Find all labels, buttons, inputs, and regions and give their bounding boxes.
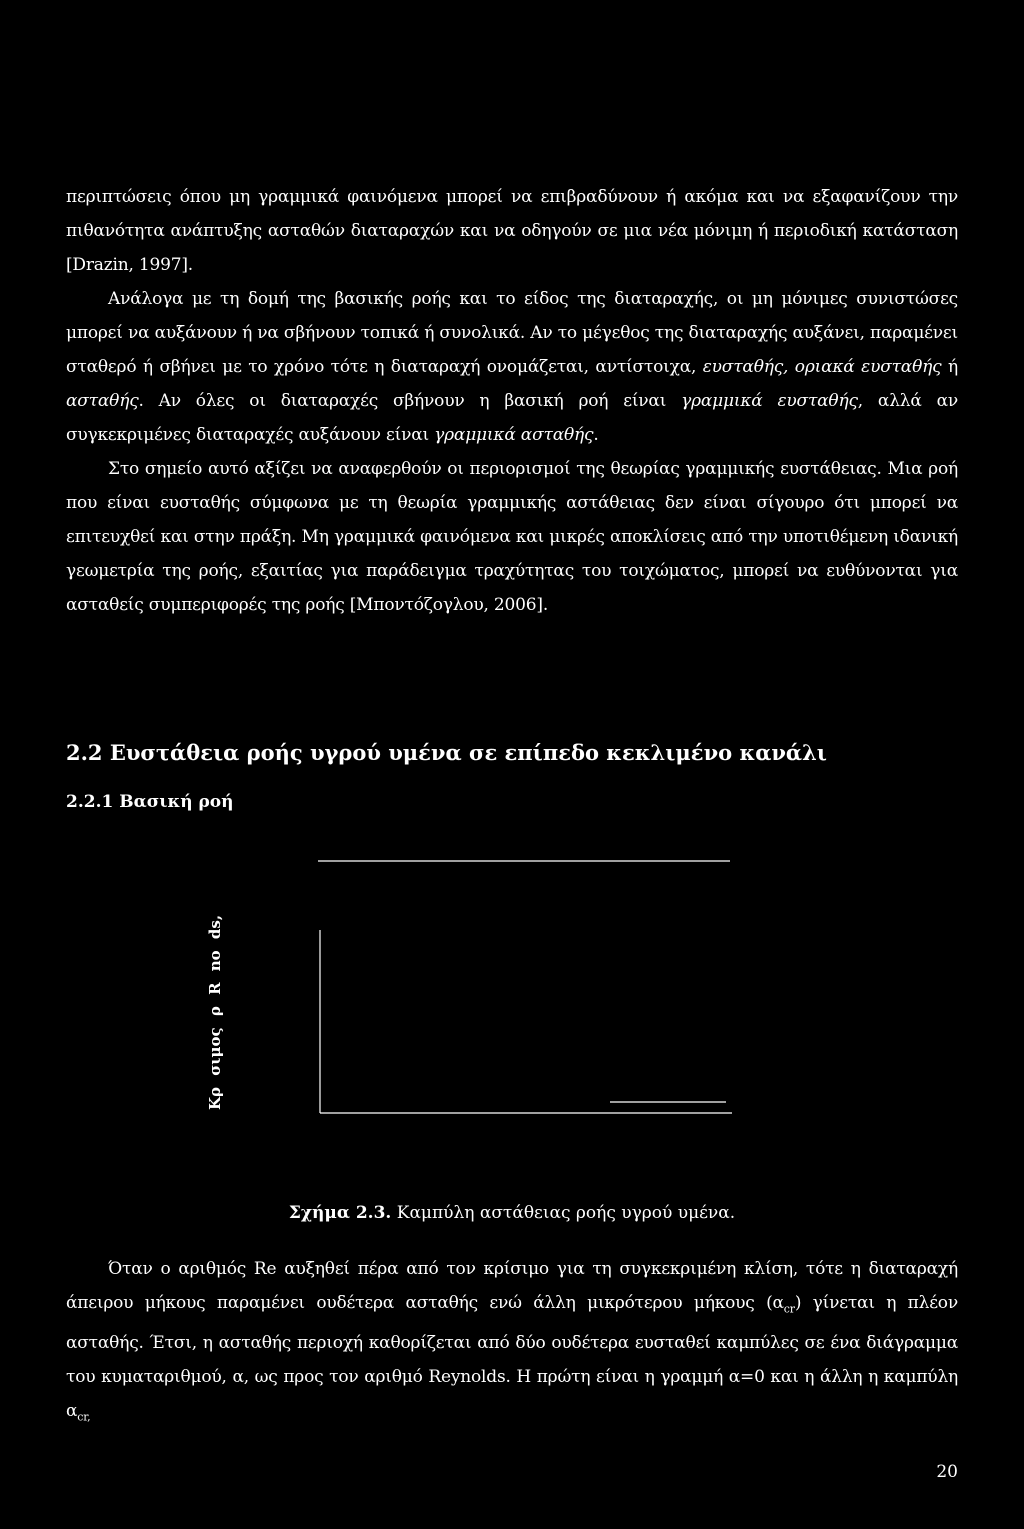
body-text-bottom: [66, 1252, 958, 1435]
paragraph-3: Στο σημείο αυτό αξίζει να αναφερθούν οι περιορισμοί της θεωρίας γραμμικής ευστάθειας. Μια ροή που είναι ευσταθής σύμφωνα με τη θεωρία γραμμικής αστάθειας δεν είναι σίγουρο ότι μπορεί να επιτευχθεί και στην πράξη. Μη γραμμικά φαινόμενα και μικρές αποκλίσεις από την υποτιθέμενη ιδανική γεωμετρία της ροής, εξαιτίας για παράδειγμα τραχύτητας του τοιχώματος, μπορεί να ευθύνονται για ασταθείς συμπεριφορές της ροής [Μποντόζογλου, 2006].: [66, 459, 958, 615]
subscript-cr: cr,: [77, 1410, 91, 1424]
paragraph-4-text: ) γίνεται η πλέον ασταθής. Έτσι, η ασταθής περιοχή καθορίζεται από δύο ουδέτερα ευσταθεί καμπύλες σε ένα διάγραμμα του κυματαριθμού, α, ως προς τον αριθμό Reynolds. Η πρώτη είναι η γραμμή α=0 και η άλλη η καμπύλη α: [66, 1293, 958, 1422]
paragraph-2-text: , αλλά αν συγκεκριμένες διαταραχές αυξάνουν είναι: [66, 391, 958, 445]
body-text-top: [66, 180, 958, 622]
subsection-heading: 2.2.1 Βασική ροή: [66, 792, 234, 812]
caption-label: Σχήμα 2.3.: [288, 1203, 392, 1223]
emphasis-linearly-unstable: γραμμικά ασταθής: [434, 425, 594, 445]
emphasis-unstable: ασταθής: [66, 391, 139, 411]
page-number: 20: [936, 1462, 958, 1482]
figure-instability-curve: [180, 850, 740, 1120]
subscript-cr: cr: [783, 1302, 795, 1316]
paragraph-1: περιπτώσεις όπου μη γραμμικά φαινόμενα μπορεί να επιβραδύνουν ή ακόμα και να εξαφανίζουν την πιθανότητα ανάπτυξης ασταθών διαταραχών και να οδηγούν σε μια νέα μόνιμη ή περιοδική κατάσταση [Drazin, 1997].: [66, 187, 958, 275]
figure-y-label: Κρ σιμος ρ R no ds,: [206, 914, 224, 1110]
emphasis-linearly-stable: γραμμικά ευσταθής: [681, 391, 858, 411]
figure-graphic: [180, 850, 740, 1120]
emphasis-stable: ευσταθής, οριακά ευσταθής: [702, 357, 942, 377]
paragraph-2-text: Ανάλογα με τη δομή της βασικής ροής και το είδος της διαταραχής, οι μη μόνιμες συνιστώσες μπορεί να αυξάνουν ή να σβήνουν τοπικά ή συνολικά. Αν το μέγεθος της διαταραχής αυξάνει, παραμένει σταθερό ή σβήνει με το χρόνο τότε η διαταραχή ονομάζεται, αντίστοιχα,: [66, 289, 958, 377]
section-heading: 2.2 Ευστάθεια ροής υγρού υμένα σε επίπεδο κεκλιμένο κανάλι: [66, 740, 827, 765]
paragraph-2-text: . Αν όλες οι διαταραχές σβήνουν η βασική ροή είναι: [138, 391, 682, 411]
paragraph-4: [66, 1252, 958, 1435]
paragraph-2: [66, 282, 958, 452]
caption-text: Καμπύλη αστάθειας ροής υγρού υμένα.: [391, 1203, 736, 1223]
paragraph-2-text: .: [593, 425, 599, 445]
figure-caption: [0, 1203, 1024, 1223]
paragraph-2-text: ή: [941, 357, 958, 377]
paragraph-4-text: Όταν ο αριθμός Re αυξηθεί πέρα από τον κρίσιμο για τη συγκεκριμένη κλίση, τότε η διαταραχή άπειρου μήκους παραμένει ουδέτερα ασταθής ενώ άλλη μικρότερου μήκους (α: [66, 1259, 958, 1313]
